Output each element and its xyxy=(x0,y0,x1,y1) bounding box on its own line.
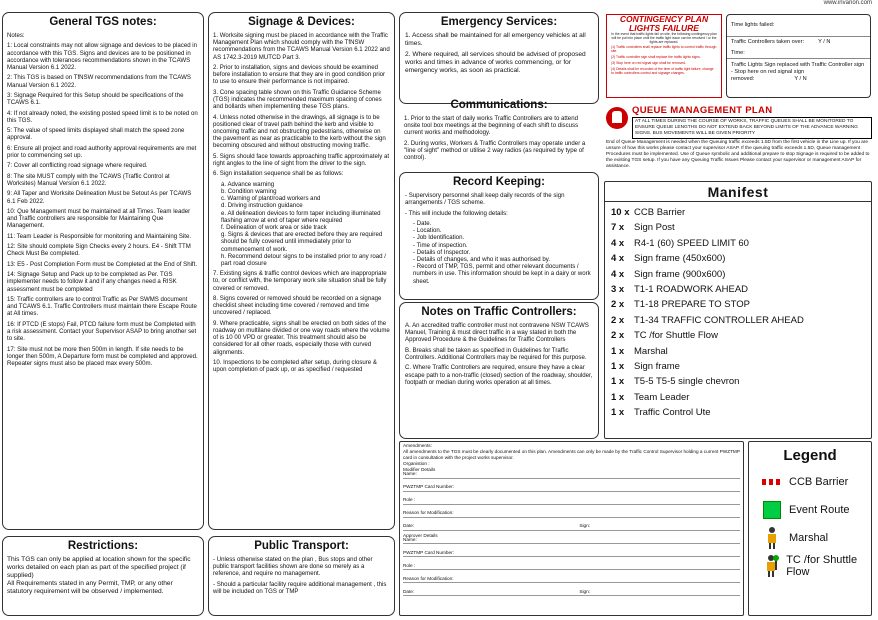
general-note-item: 17: Site must not be more then 500m in length. If site needs to be longer then 500m, A Departure form must be completed and approved. Repeater signs must also be placed max every 500m. xyxy=(7,345,198,367)
traffic-controllers-notes-panel xyxy=(399,302,599,439)
manifest-row xyxy=(605,313,871,328)
general-note-item: 8: The site MUST comply with the TCAWS (Traffic Control at Worksites) Manual Version 6.1 2022. xyxy=(7,172,170,187)
signage-list xyxy=(209,32,394,373)
organisation-label: Organistion : xyxy=(403,460,430,466)
manifest-quantity: 2 x xyxy=(611,330,625,342)
record-detail-item: - Time of inspection. xyxy=(413,241,468,249)
signage-item: 10. Inspections to be completed after setup, during closure & upon completion of pack up, or as specified / requested xyxy=(213,359,377,374)
queue-body: End of Queue Management is needed when the Queuing traffic exceeds 1.5D from the first vehicle in the Line up. If you are unsure of how this works please contact your supervisor ASAP. If the queuing traffic exceeds 1.5D, Queue management Procedures must be implemented. Use of Queue symbolic and additional prepare to stop Signage is required to be added to the existing TGS setup. If you have any Queuing Traffic Issues Please contact your supervisor or management ASAP for assistance. xyxy=(606,140,870,169)
event-route-icon xyxy=(761,498,783,522)
general-note-item: 2: This TGS is based on TfNSW recommendations from the TCAWS Manual Version 6.1 2022. xyxy=(7,74,191,89)
manifest-panel xyxy=(604,181,872,439)
communications-item: 2. During works, Workers & Traffic Controllers may operate under a "line of sight" method or utilise 2 way radios (as required by type of control). xyxy=(404,139,586,162)
manifest-row xyxy=(605,405,871,420)
public-transport-item: - Should a particular facility require additional management , this will be included on TGS or TMP xyxy=(213,580,387,595)
amendments-panel xyxy=(399,441,744,616)
public-transport-item: - Unless otherwise stated on the plan , Bus stops and other public transport facilities shown are done so merely as a reference, and require no management. xyxy=(213,556,373,578)
general-note-item: 15: Traffic controllers are to control Traffic as Per SWMS document and TCAWS 6.1. Traffic Controllers must maintain there Escape Route at All times. xyxy=(7,295,197,318)
emergency-list xyxy=(400,32,598,75)
general-note-item: 12: Site should complete Sign Checks every 2 hours. E4 - Shift TTM Check Must Be completed. xyxy=(7,243,191,258)
signage-sequence-step: g. Signs & devices that are erected before they are required should be fully covered until immediately prior to commencement of work. xyxy=(221,231,383,253)
manifest-row xyxy=(605,390,871,405)
manifest-quantity: 1 x xyxy=(611,345,625,357)
manifest-item-name: R4-1 (60) SPEED LIMIT 60 xyxy=(634,237,749,249)
restrictions-title: Restrictions: xyxy=(67,540,139,552)
manifest-item-name: Traffic Control Ute xyxy=(634,407,711,419)
manifest-quantity: 3 x xyxy=(611,284,625,296)
manifest-row xyxy=(605,344,871,359)
general-notes-panel xyxy=(2,12,204,530)
general-note-item: 16: If PTCD (E stops) Fail, PTCD failure form must be Completed with a risk assessment. Contact your Supervisor ASAP to bring another set to site. xyxy=(7,320,197,343)
signage-item: 5. Signs should face towards approaching traffic approximately at right angles to the line of sight from the driver to the sign. xyxy=(213,152,390,167)
general-note-item: 5: The value of speed limits displayed shall match the speed zone approval. xyxy=(7,127,185,142)
approver-sign-field[interactable]: Sign: xyxy=(579,588,590,594)
record-keeping-title: Record Keeping: xyxy=(452,176,545,188)
signage-item: 2. Prior to installation, signs and devices should be examined before installation to ensure that they are in good condition prior to use to ensure their performance is not impaired. xyxy=(213,64,386,86)
approver-reason-field[interactable]: Reason for Modification: xyxy=(403,575,454,581)
general-note-item: 7: Cover all conflicting road signage where required. xyxy=(7,162,148,170)
manifest-quantity: 10 x xyxy=(611,207,630,218)
restrictions-panel xyxy=(2,536,204,616)
signage-sequence-step: e. All delineation devices to form taper including illuminated flashing arrow at end of taper where required xyxy=(221,209,381,224)
signage-panel xyxy=(208,12,395,530)
legend-tc-shuttle: TC /for Shuttle Flow xyxy=(786,554,858,578)
general-note-item: 9: All Taper and Worksite Delineation Must be Setout As per TCAWS 6.1 Feb 2022. xyxy=(7,190,192,205)
manifest-item-name: CCB Barrier xyxy=(634,207,686,218)
signage-item: 1. Worksite signing must be placed in accordance with the Traffic Management Plan which should comply with the TfNSW recommendations from the TCAWS Manual Version 6.1 2022 and AS 1742.3-2019 MUTCD Part 3. xyxy=(213,32,390,61)
record-detail-item: - Details of Inspector. xyxy=(413,248,471,256)
legend-title: Legend xyxy=(783,447,837,464)
modifier-details-label: Modifier Details xyxy=(403,466,436,472)
modifier-date-field[interactable]: Date: xyxy=(403,522,415,528)
manifest-row xyxy=(605,251,871,266)
contingency-step: (2) Traffic controller sign shall replace the traffic lights signs. xyxy=(611,55,701,59)
signage-item: 3. Cone spacing table shown on this Traffic Guidance Scheme (TGS) indicates the recommended maximum spacing of cones and bollards when implementing these TGS plans. xyxy=(213,88,382,111)
marshal-icon xyxy=(761,526,783,550)
general-note-item: 10: Que Management must be maintained at all Times. Team leader and Traffic controllers are responsible for Maintaining Que Management. xyxy=(7,207,191,230)
general-note-item: 6: Ensure all project and road authority approval requirements are met prior to commencing set up. xyxy=(7,144,197,159)
manifest-row xyxy=(605,282,871,297)
manifest-row xyxy=(605,205,871,220)
amendments-title: Amendments: xyxy=(403,443,432,448)
record-keeping-item: - This will include the following details: xyxy=(405,209,508,217)
approver-date-field[interactable]: Date: xyxy=(403,588,415,594)
traffic-controller-icon xyxy=(761,554,780,578)
emergency-title: Emergency Services: xyxy=(440,16,558,28)
signage-sequence-step: c. Warning of plant/road workers and xyxy=(221,195,321,203)
public-transport-list xyxy=(209,556,394,595)
record-detail-item: - Location. xyxy=(413,227,442,235)
contingency-steps xyxy=(607,44,721,76)
general-notes-title: General TGS notes: xyxy=(49,16,157,28)
manifest-row xyxy=(605,297,871,312)
communications-list xyxy=(399,115,599,161)
public-transport-title: Public Transport: xyxy=(254,540,349,552)
public-transport-panel xyxy=(208,536,395,616)
contingency-subtitle: LIGHTS FAILURE xyxy=(629,22,699,33)
approver-card-field[interactable]: PWZTMP Card Number: xyxy=(403,549,454,555)
traffic-controllers-note-item: A. An accredited traffic controller must not contravene NSW TCAWS Manuel, Training & must direct traffic in a way stated in both the Approved Procedure & the Guidelines for Traffic Controllers xyxy=(405,322,589,344)
lights-failure-log xyxy=(726,14,871,98)
traffic-controllers-note-item: B. Breaks shall be taken as specified in Guidelines for Traffic Controllers. Additional Controllers may be required for this purpose. xyxy=(405,346,587,361)
record-detail-item: - Job Identification. xyxy=(413,234,465,242)
signage-item: 7. Existing signs & traffic control devices which are inappropriate to, or conflict with, the temporary work site situation shall be fully covered or removed. xyxy=(213,270,387,292)
signage-item: 4. Unless noted otherwise in the drawings, all signage is to be positioned clear of travel path behind the kerb and visible to oncoming traffic and not obstructing pedestrians, otherwise on the pavement as near as practicable to the kerb without the sign becoming obscured and without obstructing moving traffic. xyxy=(213,113,386,150)
signage-sequence-step: d. Driving instruction guidance xyxy=(221,202,303,210)
manifest-item-name: Team Leader xyxy=(634,391,690,403)
general-note-item: 13: E5 - Post Completion Form must be Completed at the End of Shift. xyxy=(7,260,198,268)
contingency-title: CONTINGENCY PLAN xyxy=(619,14,709,24)
restrictions-text-2: All Requirements stated in any Permit, TMP, or any other statutory requirement will be observed / implemented. xyxy=(7,580,173,595)
manifest-quantity: 7 x xyxy=(611,222,625,234)
sign-replaced-label: Traffic Lights Sign replaced with Traffic Controller sign - Stop here on red signal sign removed: xyxy=(731,62,865,82)
contingency-plan-panel xyxy=(606,14,722,98)
signage-sequence-step: b. Condition warning xyxy=(221,187,277,195)
modifier-reason-field[interactable]: Reason for Modification: xyxy=(403,509,454,515)
manifest-row xyxy=(605,220,871,235)
site-url: www.invarion.com xyxy=(823,0,872,6)
manifest-item-name: Sign frame (900x600) xyxy=(634,268,726,280)
amendments-intro: All amendments to the TGS must be clearly documented on this plan. Amendments can only be made by the Traffic Control Supervisor holding a current PWZTMP card in consultation with the project works supervisor. xyxy=(403,448,740,460)
modifier-name-field[interactable]: Name: xyxy=(403,470,417,476)
queue-title: QUEUE MANAGEMENT PLAN xyxy=(632,105,773,116)
manifest-item-name: T5-5 T5-5 single chevron xyxy=(634,376,740,388)
manifest-item-name: Sign Post xyxy=(634,222,675,234)
manifest-list xyxy=(605,202,871,421)
manifest-row xyxy=(605,374,871,389)
approver-details-label: Approver Details xyxy=(403,532,438,538)
record-detail-item: - Details of changes, and who it was authorised by. xyxy=(413,256,551,263)
controllers-taken-label: Traffic Controllers taken over: xyxy=(731,39,805,45)
legend-ccb-barrier: CCB Barrier xyxy=(789,476,849,488)
time-lights-failed-label: Time lights failed: xyxy=(731,22,775,28)
emergency-panel xyxy=(399,12,599,104)
record-keeping-item: - Supervisory personnel shall keep daily records of the sign arrangements / TGS scheme. xyxy=(405,192,565,207)
traffic-controllers-notes-list xyxy=(400,322,598,386)
restrictions-text: This TGS can only be applied at location shown for the specific works detailed on each plan as part of the specified project (if supplied) xyxy=(7,556,191,579)
general-note-item: 4: If not already noted, the existing posted speed limit is to be noted on this TGS. xyxy=(7,109,198,124)
traffic-controllers-notes-title: Notes on Traffic Controllers: xyxy=(421,306,577,318)
manifest-row xyxy=(605,267,871,282)
manifest-quantity: 4 x xyxy=(611,253,625,265)
record-keeping-panel xyxy=(399,172,599,300)
general-note-item: 11: Team Leader is Responsible for monitoring and Maintaining Site. xyxy=(7,232,192,240)
legend-panel xyxy=(748,441,872,616)
emergency-item: 1. Access shall be maintained for all emergency vehicles at all times. xyxy=(405,32,586,47)
signage-item: 6. Sign installation sequence shall be as follows: xyxy=(213,170,344,178)
record-detail-item: - Date. xyxy=(413,219,432,227)
legend-marshal: Marshal xyxy=(789,532,829,544)
signage-item: 8. Signs covered or removed should be recorded on a signage checklist sheet including time covered / removed and time uncovered / replaced. xyxy=(213,295,382,317)
manifest-item-name: T1-1 ROADWORK AHEAD xyxy=(634,284,749,296)
ccb-barrier-icon xyxy=(761,470,783,494)
communications-panel xyxy=(399,96,599,170)
queue-warning: AT ALL TIMES DURING THE COURSE OF WORKS, TRAFFIC QUEUES SHALL BE MONITORED TO ENSURE QUEUE LENGTHS DO NOT EXTEND BACK BEYOND LIMITS OF THE ADVANCE WARNING SIGNS. BUS MOVEMENTS WILL BE GIVEN PRIORITY xyxy=(632,117,872,139)
signage-sequence-step: h. Recommend detour signs to be installed prior to any road / part road closure xyxy=(221,252,386,268)
manifest-item-name: T1-34 TRAFFIC CONTROLLER AHEAD xyxy=(634,314,804,326)
manifest-quantity: 4 x xyxy=(611,268,625,280)
record-keeping-list xyxy=(400,192,598,285)
manifest-row xyxy=(605,328,871,343)
contingency-intro: In the event that traffic lights fail on site, the following contingency plan will be put into place until the traffic light issue can be resolved / or the lights are replaced. xyxy=(611,32,717,44)
modifier-role-field[interactable]: Role : xyxy=(403,496,416,502)
modifier-sign-field[interactable]: Sign: xyxy=(579,522,590,528)
legend-event-route: Event Route xyxy=(789,504,850,516)
manifest-item-name: Marshal xyxy=(634,345,668,357)
manifest-item-name: Sign frame (450x600) xyxy=(634,253,726,265)
manifest-quantity: 1 x xyxy=(611,407,625,419)
manifest-item-name: TC /for Shuttle Flow xyxy=(634,330,718,342)
sign-replaced-yn: Y / N xyxy=(794,76,807,82)
modifier-card-field[interactable]: PWZTMP Card Number: xyxy=(403,483,454,489)
manifest-quantity: 4 x xyxy=(611,237,625,249)
manifest-title: Manifest xyxy=(605,182,871,202)
manifest-quantity: 1 x xyxy=(611,391,625,403)
traffic-controllers-note-item: C. Where Traffic Controllers are required, ensure they have a clear escape path to a non-traffic (closed) section of the roadway, shoulder, footpath or median during works operation at all times. xyxy=(405,364,593,386)
general-notes-intro: Notes: xyxy=(7,32,25,39)
general-note-item: 3: Signage Required for this Setup should be specifications of the TCAWS 6.1. xyxy=(7,91,184,107)
controllers-taken-yn: Y / N xyxy=(818,39,831,45)
contingency-step: (4) Details shall be recorded of the time of traffic light failure, change to traffic controllers control and signage changes. xyxy=(611,67,714,75)
manifest-quantity: 2 x xyxy=(611,299,625,311)
manifest-row xyxy=(605,236,871,251)
signage-sequence-step: a. Advance warning xyxy=(221,180,275,188)
emergency-item: 2. Where required, all services should be advised of proposed works and times in advance of works commencing, or for emergency works, as soon as practical. xyxy=(405,51,586,75)
contingency-step: (1) Traffic controllers shall replace traffic lights to control traffic through site. xyxy=(611,45,717,53)
signage-title: Signage & Devices: xyxy=(248,16,355,28)
signage-sequence-step: f. Delineation of work area or side track xyxy=(221,224,327,231)
record-detail-item: - Record of TMP, TGS, permit and other relevant documents / numbers in use. This information should be kept in a dairy or work sheet. xyxy=(413,263,591,285)
contingency-step: (3) Stop here on red signal sign shall be removed. xyxy=(611,61,687,65)
queue-icon xyxy=(606,107,628,129)
general-note-item: 14: Signage Setup and Pack up to be completed as Per. TGS implementer needs to follow it and if any changes need a RISK assessment must be completed xyxy=(7,271,177,293)
manifest-quantity: 2 x xyxy=(611,314,625,326)
manifest-item-name: Sign frame xyxy=(634,361,680,373)
signage-item: 9. Where practicable, signs shall be erected on both sides of the roadway on multilane divided or one way roads where the volume of is 10 00 VPD or greater. This treatment should also be considered for all other roads, especially those with curved alignments. xyxy=(213,319,390,356)
general-note-item: 1: Local constraints may not allow signage and devices to be placed in accordance with this TGS. Signs and devices are to be positioned in accordance with tolerances recommendations shown in the TCAWS Manual Version 6.1 2022. xyxy=(7,42,198,71)
communications-item: 1. Prior to the start of daily works Traffic Controllers are to attend onsite tool box meetings at the beginning of each shift to discuss current works and methodology. xyxy=(404,115,579,137)
communications-title: Communications: xyxy=(450,99,548,111)
general-notes-list xyxy=(3,32,203,367)
approver-role-field[interactable]: Role : xyxy=(403,562,416,568)
manifest-quantity: 1 x xyxy=(611,361,625,373)
approver-name-field[interactable]: Name: xyxy=(403,536,417,542)
manifest-row xyxy=(605,359,871,374)
queue-management-panel xyxy=(604,105,872,180)
manifest-item-name: T1-18 PREPARE TO STOP xyxy=(634,299,750,311)
time-label: Time: xyxy=(731,49,745,56)
manifest-quantity: 1 x xyxy=(611,376,625,388)
